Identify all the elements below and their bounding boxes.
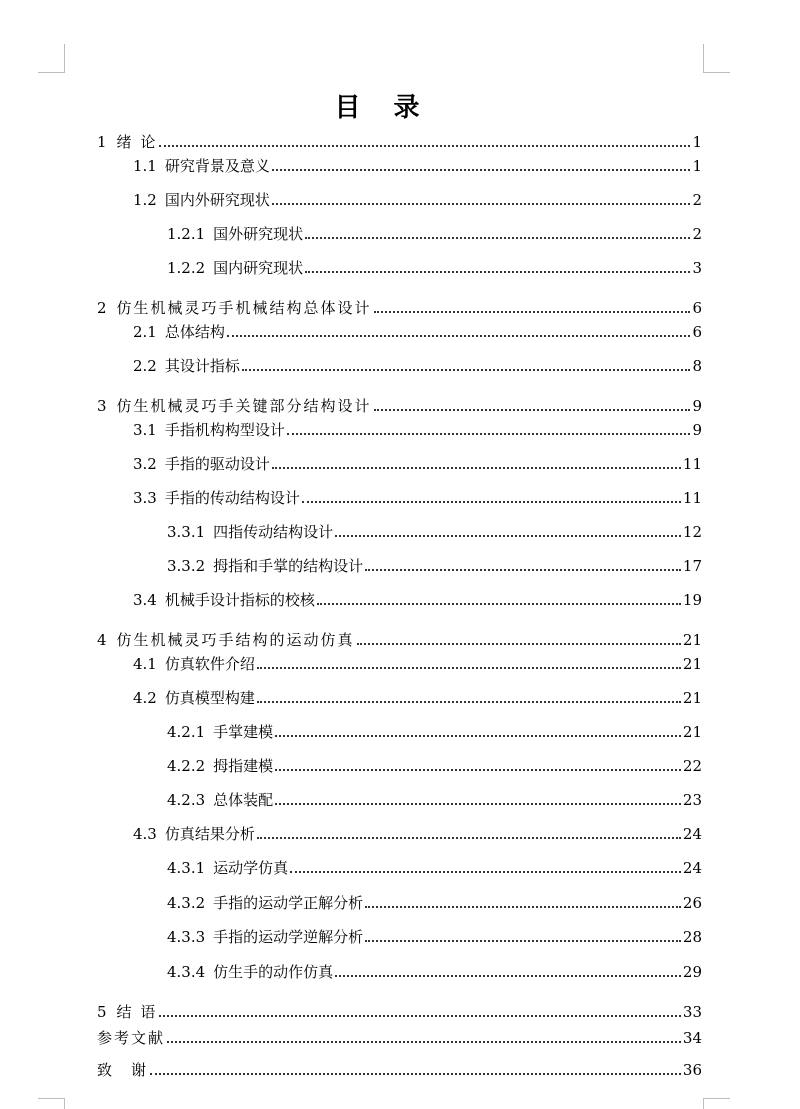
toc-entry-number: 1 [97,133,109,151]
toc-dot-leader [374,310,691,313]
toc-entry[interactable] [167,552,702,576]
toc-entry-page-number: 19 [682,591,702,609]
toc-entry[interactable] [167,718,702,742]
toc-entry[interactable] [133,450,702,474]
toc-entry-page-number: 22 [682,757,702,775]
toc-entry-text: 仿生机械灵巧手关键部分结构设计 [116,397,372,415]
toc-entry-text: 国内外研究现状 [164,191,270,209]
toc-dot-leader [159,1014,681,1017]
toc-entry-number: 5 [97,1003,109,1021]
toc-entry-label [133,322,225,342]
toc-entry[interactable] [97,294,702,318]
toc-entry[interactable] [133,318,702,342]
toc-dot-leader [305,270,690,273]
toc-entry-text: 仿生手的动作仿真 [213,963,334,981]
toc-entry-number: 4.2 [133,689,157,707]
toc-entry-number: 3.1 [133,421,157,439]
toc-entry-text: 仿生机械灵巧手机械结构总体设计 [116,299,372,317]
toc-entry-label [97,132,157,152]
toc-entry-page-number: 24 [682,859,702,877]
toc-entry-page-number: 21 [682,723,702,741]
toc-entry-text: 总体装配 [213,791,274,809]
toc-entry-text: 手指机构构型设计 [164,421,285,439]
toc-entry-page-number: 26 [682,894,702,912]
toc-entry[interactable] [133,416,702,440]
toc-entry-page-number: 12 [682,523,702,541]
toc-entry[interactable] [167,220,702,244]
toc-entry-text: 拇指建模 [213,757,274,775]
toc-entry[interactable] [133,820,702,844]
toc-entry-text: 国外研究现状 [213,225,304,243]
page-title: 目 录 [334,93,432,124]
toc-dot-leader [365,568,681,571]
toc-entry[interactable] [133,684,702,708]
toc-dot-leader [317,602,681,605]
toc-entry-text: 国内研究现状 [213,259,304,277]
toc-entry-label [133,356,240,376]
toc-entry-number: 3.4 [133,591,157,609]
toc-entry-page-number: 34 [682,1029,702,1047]
toc-entry-label [167,893,363,913]
toc-entry-number: 4.3.1 [167,859,206,877]
toc-entry-text: 手掌建模 [213,723,274,741]
toc-dot-leader [242,368,691,371]
toc-entry-label [167,756,273,776]
toc-dot-leader [167,1040,681,1043]
toc-entry[interactable] [167,958,702,982]
toc-entry-label [133,590,315,610]
toc-dot-leader [365,939,681,942]
toc-entry-number: 2.2 [133,357,157,375]
toc-entry-text: 其设计指标 [164,357,240,375]
toc-entry-page-number: 6 [692,299,702,317]
toc-entry-page-number: 17 [682,557,702,575]
toc-entry-page-number: 21 [682,689,702,707]
toc-entry-text: 仿生机械灵巧手结构的运动仿真 [116,631,355,649]
toc-entry-page-number: 9 [692,421,702,439]
toc-entry-text: 机械手设计指标的校核 [164,591,315,609]
toc-entry-text: 手指的传动结构设计 [164,489,300,507]
toc-dot-leader [335,974,681,977]
toc-entry[interactable] [97,1024,702,1048]
toc-entry[interactable] [133,650,702,674]
toc-entry[interactable] [97,1056,702,1080]
toc-entry-label [97,298,372,318]
toc-entry-label [133,454,270,474]
toc-dot-leader [257,666,681,669]
toc-entry-number: 3 [97,397,109,415]
toc-dot-leader [275,802,681,805]
toc-entry-text: 结 语 [116,1003,158,1021]
toc-entry-label [167,722,273,742]
toc-entry-number: 2.1 [133,323,157,341]
toc-entry[interactable] [97,392,702,416]
toc-entry-page-number: 36 [682,1061,702,1079]
toc-entry-label [133,688,255,708]
toc-entry-page-number: 8 [692,357,702,375]
toc-entry[interactable] [97,128,702,152]
toc-entry-number: 1.1 [133,157,157,175]
toc-dot-leader [275,768,681,771]
toc-dot-leader [374,408,691,411]
toc-entry[interactable] [167,923,702,947]
toc-entry-label [167,556,363,576]
toc-entry-number: 3.3.2 [167,557,206,575]
toc-entry-page-number: 2 [692,191,702,209]
toc-entry-label [133,824,255,844]
toc-entry[interactable] [133,352,702,376]
toc-entry[interactable] [133,186,702,210]
toc-entry-text: 手指的驱动设计 [164,455,270,473]
toc-entry-number: 4.1 [133,655,157,673]
toc-entry-number: 4.3 [133,825,157,843]
toc-entry[interactable] [133,152,702,176]
toc-entry[interactable] [133,484,702,508]
toc-entry-page-number: 11 [682,455,702,473]
toc-dot-leader [365,905,681,908]
toc-entry-page-number: 24 [682,825,702,843]
toc-entry[interactable] [167,518,702,542]
toc-entry-label [167,927,363,947]
toc-dot-leader [290,870,681,873]
toc-entry-number: 4.3.4 [167,963,206,981]
toc-entry-text: 运动学仿真 [213,859,289,877]
toc-dot-leader [287,432,691,435]
toc-entry-page-number: 6 [692,323,702,341]
toc-dot-leader [159,144,690,147]
toc-dot-leader [150,1072,681,1075]
toc-entry-text: 研究背景及意义 [164,157,270,175]
toc-entry-label [133,488,300,508]
toc-dot-leader [257,700,681,703]
toc-entry-text: 拇指和手掌的结构设计 [213,557,364,575]
toc-entry-page-number: 21 [682,655,702,673]
toc-entry-label [167,790,273,810]
toc-entry-label [133,190,270,210]
toc-entry-number: 3.2 [133,455,157,473]
toc-entry-label [167,258,303,278]
toc-entry-text: 手指的运动学逆解分析 [213,928,364,946]
toc-entry-number: 4.2.1 [167,723,206,741]
toc-entry-text: 仿真软件介绍 [164,655,255,673]
toc-entry[interactable] [97,998,702,1022]
toc-entry-label [97,1002,157,1022]
toc-dot-leader [272,168,691,171]
toc-entry-number: 3.3.1 [167,523,206,541]
toc-entry-label [97,396,372,416]
toc-entry-number: 1.2.1 [167,225,206,243]
toc-entry-label [167,522,333,542]
toc-entry[interactable] [97,626,702,650]
toc-entry-page-number: 21 [682,631,702,649]
toc-dot-leader [272,202,691,205]
toc-entry[interactable] [167,889,702,913]
toc-entry-text: 仿真模型构建 [164,689,255,707]
toc-dot-leader [305,236,690,239]
toc-entry-number: 1.2 [133,191,157,209]
toc-entry-number: 4.2.2 [167,757,206,775]
toc-entry-number: 2 [97,299,109,317]
toc-dot-leader [272,466,681,469]
toc-entry-label [167,224,303,244]
toc-dot-leader [302,500,681,503]
toc-entry-page-number: 29 [682,963,702,981]
toc-entry-label [97,1060,148,1080]
toc-entry-number: 4.3.3 [167,928,206,946]
toc-entry-label [133,156,270,176]
toc-entry-label [97,1028,165,1048]
toc-entry[interactable] [167,854,702,878]
toc-entry-text: 手指的运动学正解分析 [213,894,364,912]
toc-entry[interactable] [167,786,702,810]
toc-entry-page-number: 1 [692,133,702,151]
toc-entry-label [133,420,285,440]
toc-entry-page-number: 23 [682,791,702,809]
toc-entry-page-number: 33 [682,1003,702,1021]
toc-dot-leader [335,534,681,537]
toc-entry-label [167,962,333,982]
toc-entry[interactable] [167,752,702,776]
toc-dot-leader [227,334,691,337]
toc-entry-text: 致 谢 [97,1061,149,1079]
toc-entry-text: 参考文献 [97,1029,166,1047]
toc-entry-page-number: 1 [692,157,702,175]
toc-entry-page-number: 28 [682,928,702,946]
toc-entry-page-number: 11 [682,489,702,507]
toc-entry-text: 仿真结果分析 [164,825,255,843]
toc-entry-number: 4 [97,631,109,649]
toc-entry-page-number: 9 [692,397,702,415]
toc-entry-number: 3.3 [133,489,157,507]
toc-entry-page-number: 2 [692,225,702,243]
toc-entry[interactable] [133,586,702,610]
toc-entry-number: 1.2.2 [167,259,206,277]
toc-dot-leader [357,642,681,645]
toc-dot-leader [275,734,681,737]
toc-entry-label [167,858,288,878]
toc-entry-label [97,630,355,650]
toc-entry-label [133,654,255,674]
toc-entry[interactable] [167,254,702,278]
toc-entry-number: 4.3.2 [167,894,206,912]
toc-entry-number: 4.2.3 [167,791,206,809]
toc-entry-text: 总体结构 [164,323,225,341]
toc-entry-text: 四指传动结构设计 [213,523,334,541]
toc-entry-page-number: 3 [692,259,702,277]
toc-dot-leader [257,836,681,839]
toc-entry-text: 绪 论 [116,133,158,151]
